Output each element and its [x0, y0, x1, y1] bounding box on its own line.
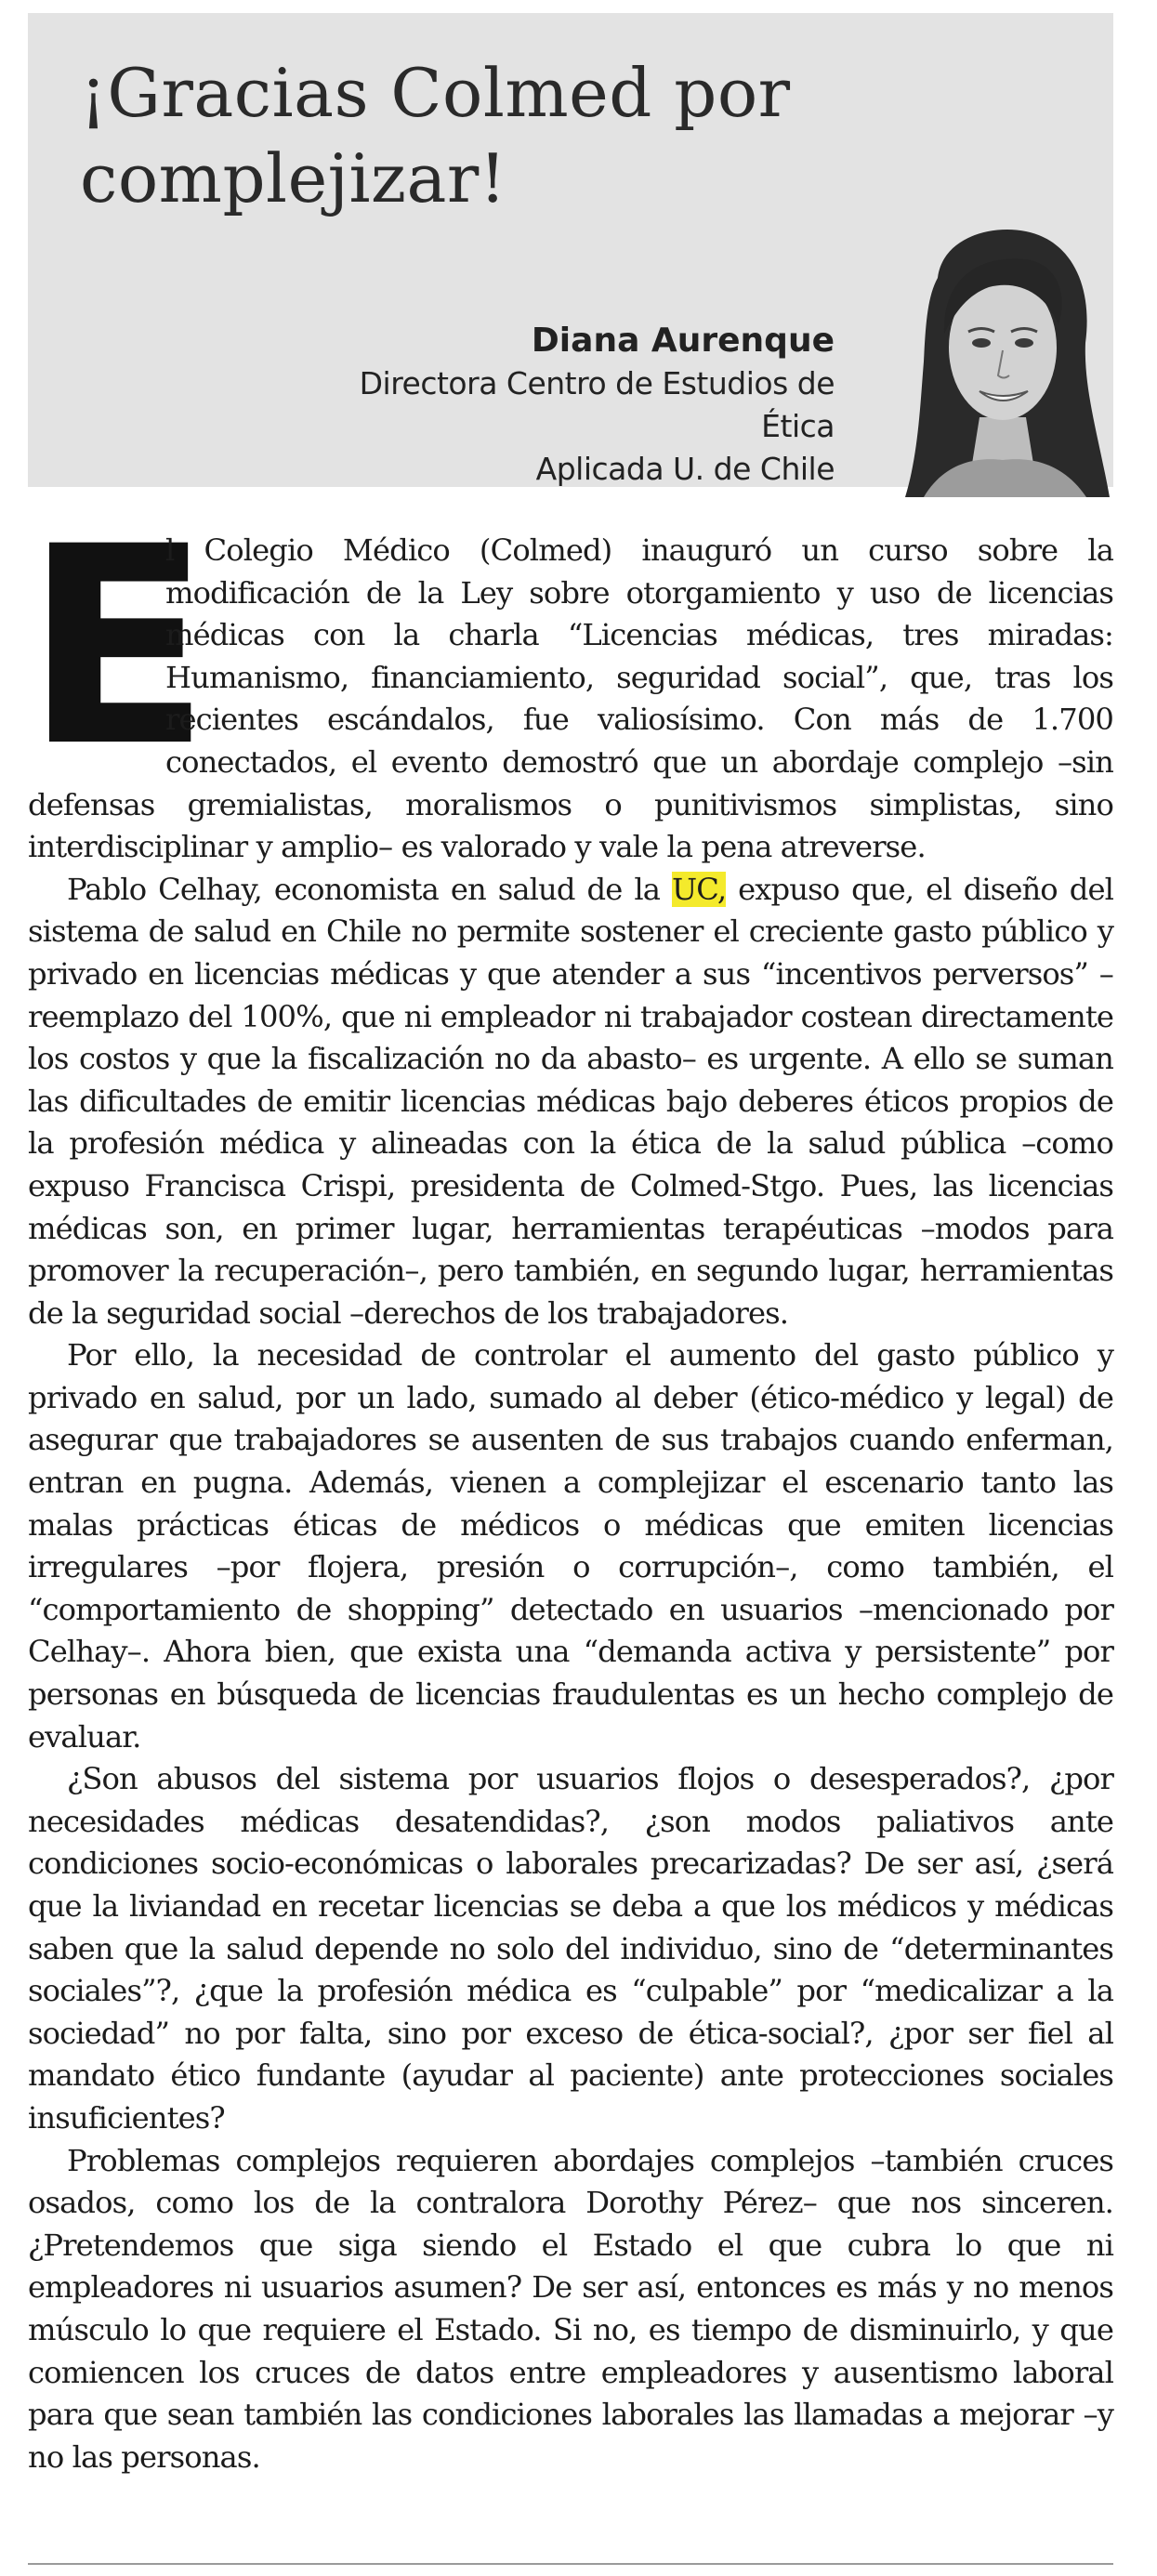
- paragraph-2-rest: expuso que, el diseño del sistema de salud en Chile no permite sostener el creciente gasto público y privado en licencias médicas y que atender a sus “incentivos perversos” –reemplazo del 100%, que ni empleador ni trabajador costean directamente los costos y que la fiscalización no da abasto– es urgente. A ello se suman las dificultades de emitir licencias médicas bajo deberes éticos propios de la profesión médica y alineadas con la ética de la salud pública –como expuso Francisca Crispi, presidenta de Colmed-Stgo. Pues, las licencias médicas son, en primer lugar, herramientas terapéuticas –modos para promover la recuperación–, pero también, en segundo lugar, herramientas de la seguridad social –derechos de los trabajadores.: [28, 871, 1113, 1331]
- author-role-line2: Aplicada U. de Chile: [535, 451, 835, 487]
- byline: [277, 320, 835, 491]
- author-name: Diana Aurenque: [531, 322, 835, 360]
- paragraph-4: ¿Son abusos del sistema por usuarios flojos o desesperados?, ¿por necesidades médicas desatendidas?, ¿son modos paliativos ante condiciones socio-económicas o laborales precarizadas? De ser así, ¿será que la liviandad en recetar licencias se deba a que los médicos y médicas saben que la salud depende no solo del individuo, sino de “determinantes sociales”?, ¿que la profesión médica es “culpable” por “medicalizar a la sociedad” no por falta, sino por exceso de ética-social?, ¿por ser fiel al mandato ético fundante (ayudar al paciente) ante protecciones sociales insuficientes?: [28, 1761, 1113, 2136]
- paragraph-3: Por ello, la necesidad de controlar el aumento del gasto público y privado en salud, por un lado, sumado al deber (ético-médico y legal) de asegurar que trabajadores se ausenten de sus trabajos cuando enferman, entran en pugna. Además, vienen a complejizar el escenario tanto las malas prácticas éticas de médicos o médicas que emiten licencias irregulares –por flojera, presión o corrupción–, como también, el “comportamiento de shopping” detectado en usuarios –mencionado por Celhay–. Ahora bien, que exista una “demanda activa y persistente” por personas en búsqueda de licencias fraudulentas es un hecho complejo de evaluar.: [28, 1337, 1113, 1755]
- paragraph-2-start: Pablo Celhay, economista en salud de la: [67, 871, 673, 907]
- paragraph-1: l Colegio Médico (Colmed) inauguró un curso sobre la modificación de la Ley sobre otorgamiento y uso de licencias médicas con la charla “Licencias médicas, tres miradas: Humanismo, financiamiento, seguridad social”, que, tras los recientes escándalos, fue valiosísimo. Con más de 1.700 conectados, el evento demostró que un abordaje complejo –sin defensas gremialistas, moralismos o punitivismos simplistas, sino interdisciplinar y amplio– es valorado y vale la pena atreverse.: [28, 532, 1113, 865]
- paragraph-5: Problemas complejos requieren abordajes complejos –también cruces osados, como los de la contralora Dorothy Pérez– que nos sinceren. ¿Pretendemos que siga siendo el Estado el que cubra lo que ni empleadores ni usuarios asumen? De ser así, entonces es más y no menos músculo lo que requiere el Estado. Si no, es tiempo de disminuirlo, y que comiencen los cruces de datos entre empleadores y ausentismo laboral para que sean también las condiciones laborales las llamadas a mejorar –y no las personas.: [28, 2142, 1113, 2475]
- article-body: [24, 489, 1113, 2478]
- drop-cap: [24, 489, 210, 807]
- header-panel: [28, 13, 1113, 487]
- drop-cap-letter: E: [24, 489, 210, 807]
- highlighted-text: UC,: [672, 871, 727, 907]
- author-portrait: [887, 222, 1119, 497]
- paragraph-2: [28, 869, 1113, 1335]
- article-title: ¡Gracias Colmed por complejizar!: [80, 54, 791, 217]
- author-role-line1: Directora Centro de Estudios de Ética: [359, 365, 835, 444]
- bottom-divider: [28, 2563, 1113, 2565]
